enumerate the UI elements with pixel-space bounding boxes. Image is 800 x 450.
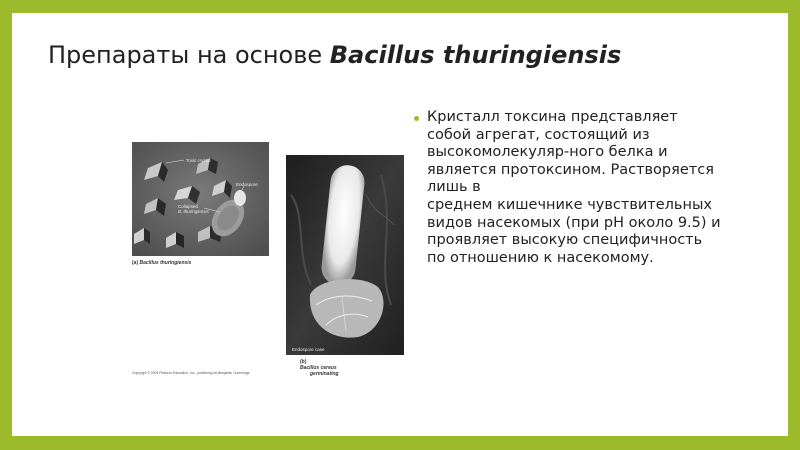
micrograph-b-image bbox=[286, 155, 404, 355]
bullet-line: Кристалл токсина представляет bbox=[427, 109, 678, 125]
caption-a-species: Bacillus thuringiensis bbox=[139, 260, 192, 266]
bullet-list bbox=[414, 109, 754, 267]
bullet-line: высокомолекуляр-ного белка и bbox=[427, 144, 668, 161]
caption-b-species: Bacillus cereus bbox=[300, 365, 337, 371]
bullet-item bbox=[414, 109, 754, 267]
caption-b bbox=[300, 359, 339, 377]
label-endospore-case: Endospore case bbox=[292, 347, 325, 352]
bullet-dot-icon bbox=[414, 116, 419, 121]
bullet-line: среднем кишечнике чувствительных bbox=[427, 196, 712, 213]
figure-b bbox=[286, 143, 404, 383]
bullet-line: собой агрегат, состоящий из bbox=[427, 126, 650, 143]
slide-title bbox=[48, 41, 621, 69]
caption-a bbox=[132, 260, 191, 266]
bullet-line: видов насекомых (при pH около 9.5) и bbox=[427, 214, 721, 231]
title-species: Bacillus thuringiensis bbox=[329, 41, 622, 69]
title-prefix: Препараты на основе bbox=[48, 41, 330, 69]
caption-a-letter: (a) bbox=[132, 260, 140, 266]
copyright-notice: Copyright © 2004 Pearson Education, Inc., publishing as Benjamin Cummings. bbox=[132, 371, 251, 375]
label-endospore: Endospore bbox=[236, 182, 258, 187]
micrograph-bacillus-cereus bbox=[286, 155, 404, 355]
label-collapsed: Collapsed bbox=[178, 204, 199, 209]
micrograph-bacillus-thuringiensis bbox=[132, 142, 269, 256]
caption-b-letter: (b) bbox=[300, 359, 307, 365]
bullet-line: является протоксином. Растворяется bbox=[427, 161, 714, 178]
label-toxic-crystal: Toxic crystal bbox=[186, 158, 211, 163]
caption-b-germinating: germinating bbox=[310, 371, 339, 377]
slide bbox=[12, 13, 788, 436]
bullet-line: проявляет высокую специфичность bbox=[427, 232, 703, 249]
label-collapsed-species: B. thuringiensis bbox=[178, 209, 209, 214]
bullet-line: по отношению к насекомому. bbox=[427, 249, 654, 266]
bullet-line: лишь в bbox=[427, 179, 481, 196]
figure-a bbox=[132, 142, 269, 387]
